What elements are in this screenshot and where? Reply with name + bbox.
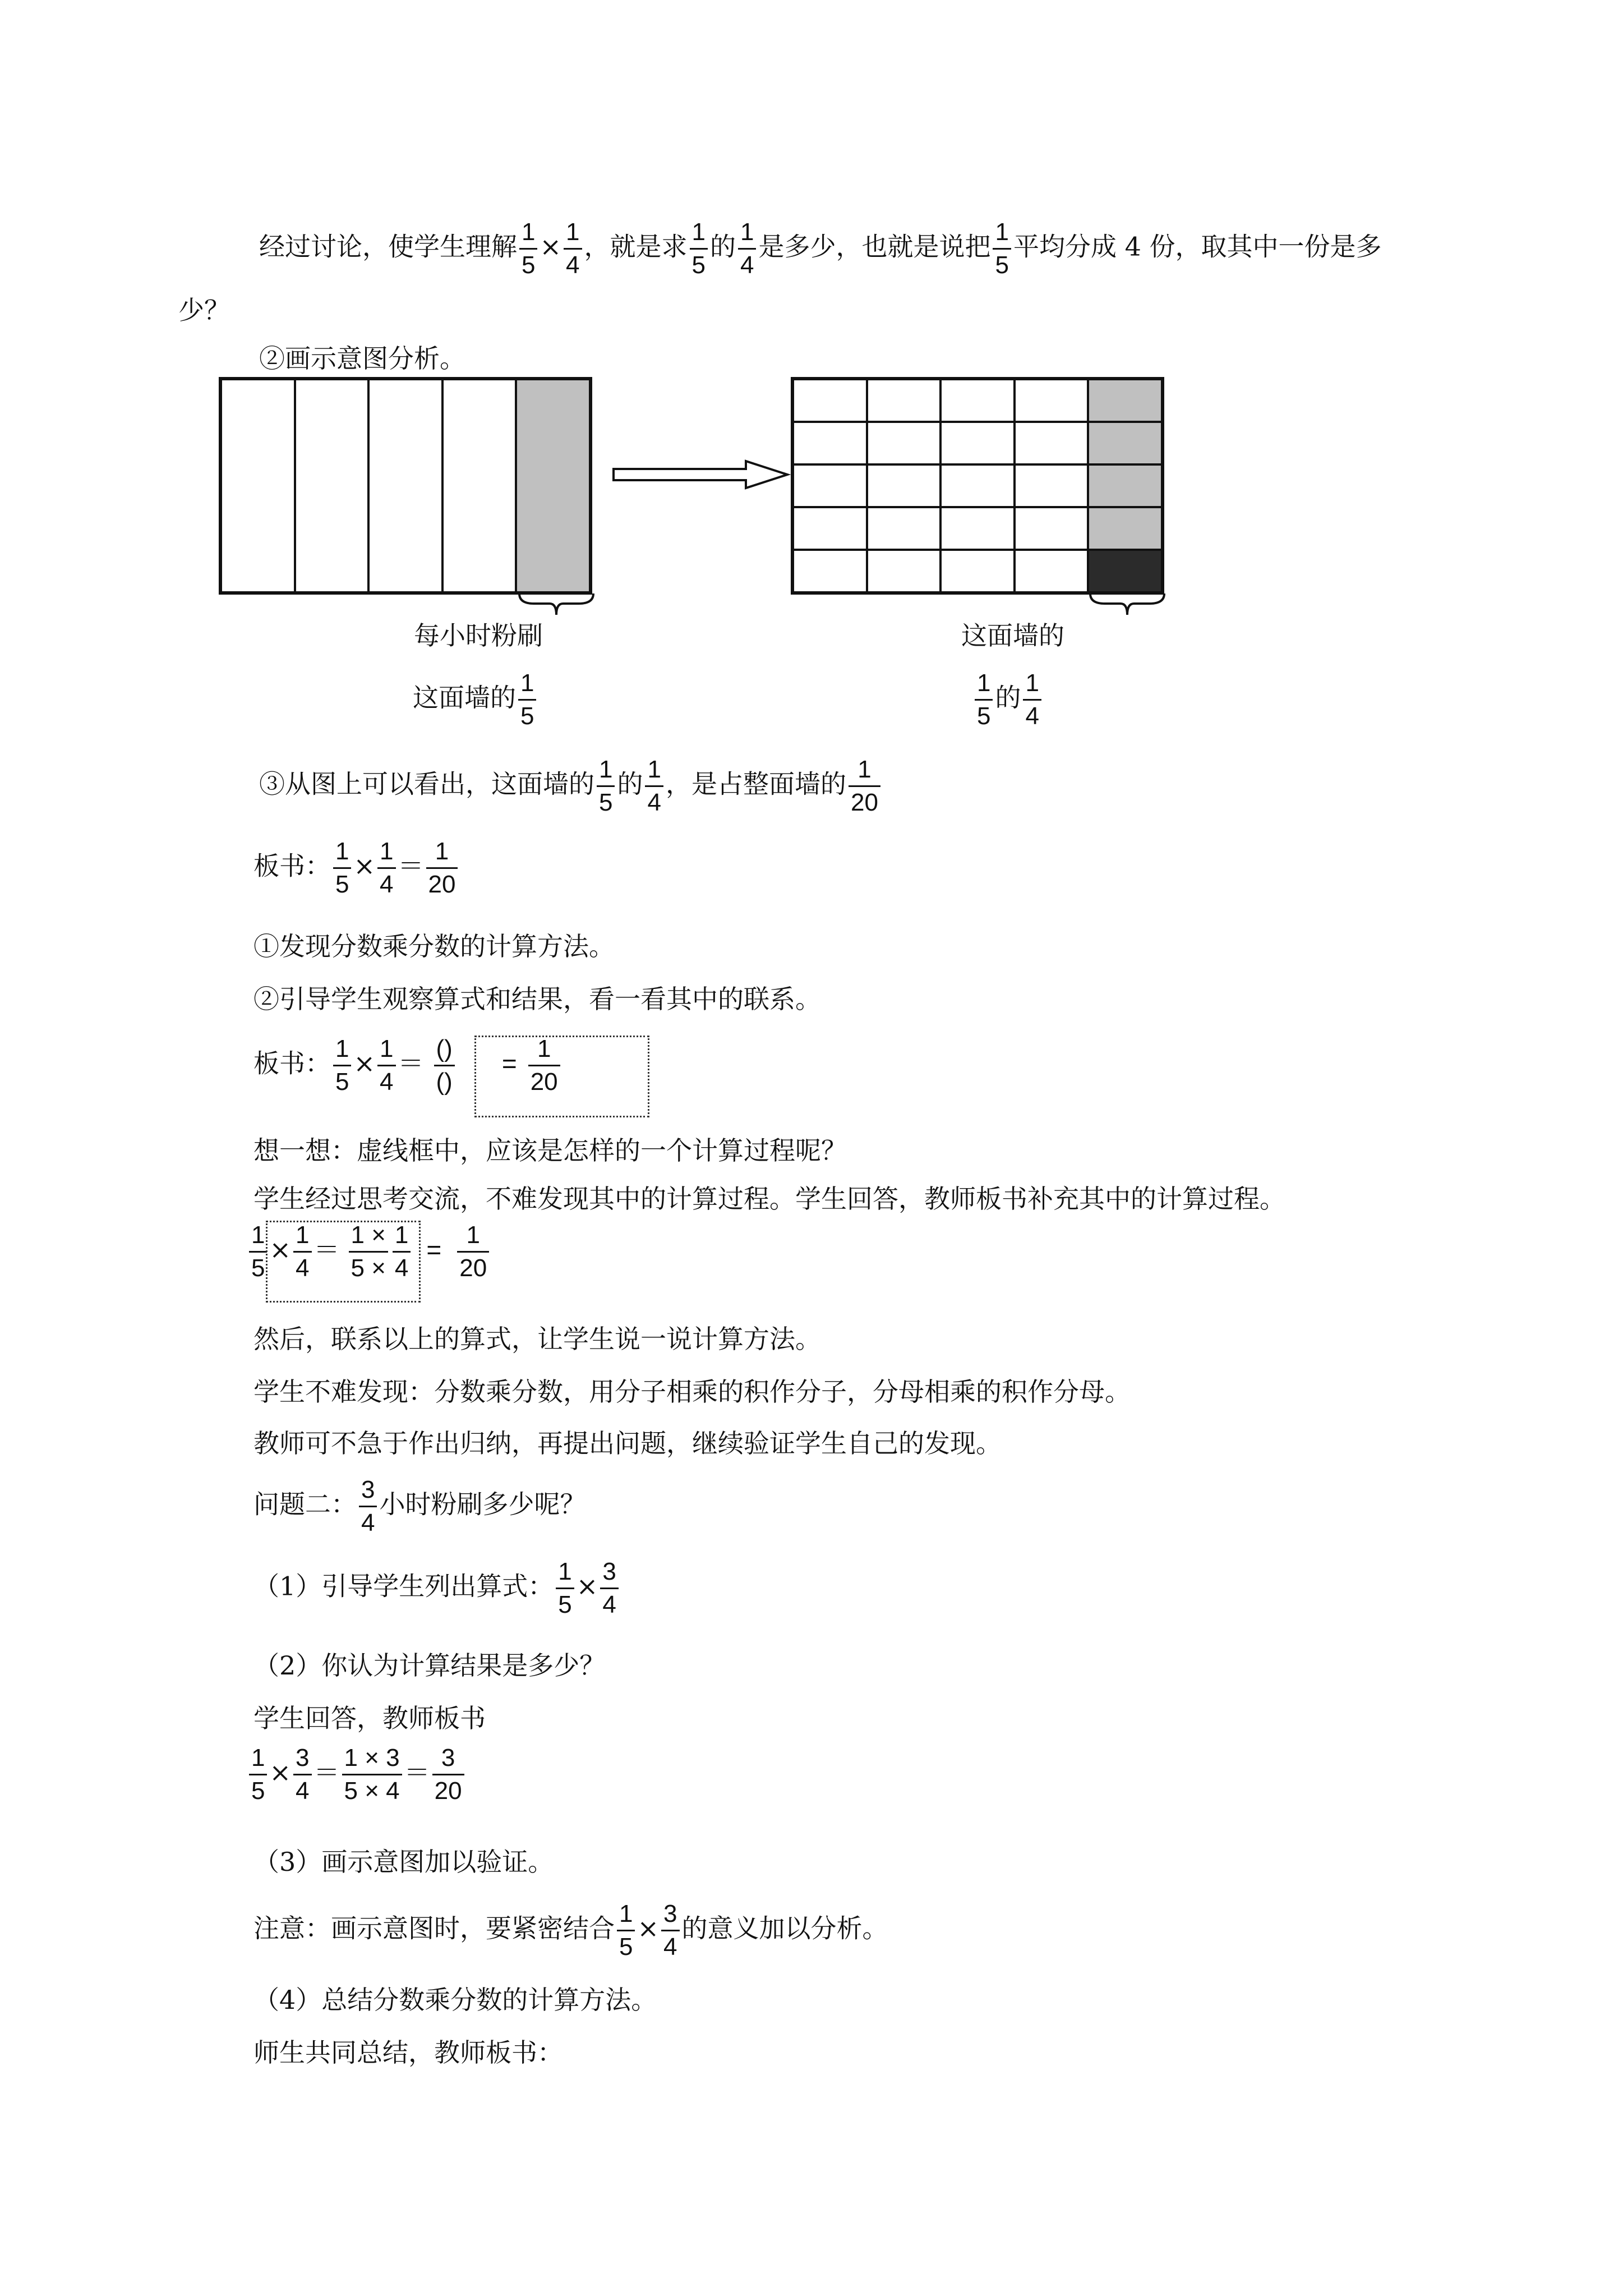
fraction-1-4: $\frac{1}{4}$ — [564, 220, 582, 278]
grid-cell — [940, 422, 1015, 464]
fraction-3-4: $\frac{3}{4}$ — [359, 1478, 377, 1535]
answer-line: 学生回答，教师板书 — [253, 1703, 486, 1733]
step-2-title: ②画示意图分析。 — [259, 343, 465, 374]
fraction-1-5: $\frac{1}{5}$ — [333, 1037, 351, 1094]
fraction-3-4: $\frac{3}{4}$ — [293, 1746, 311, 1803]
fraction-product-expression: $\frac{1 \times}{5 \times}$ — [349, 1223, 388, 1281]
grid-cell — [867, 550, 941, 592]
paragraph-understanding-wrap: 少？ — [178, 295, 230, 325]
fraction-1-5: $\frac{1}{5}$ — [975, 671, 993, 729]
right-wall-grid — [791, 377, 1164, 595]
dotted-box-blank — [474, 1036, 649, 1117]
paragraph-understanding: 经过讨论，使学生理解 $\frac{1}{5}$ × $\frac{1}{4}$ ，就是求 $\frac{1}{5}$ 的 $\frac{1}{4}$ 是多少，也就是说把 $\frac{1}{5}$ 平均分成 4 份，取其中一份是多 — [259, 218, 1382, 279]
fraction-3-4: $\frac{3}{4}$ — [661, 1902, 679, 1959]
grid-cell — [1015, 464, 1089, 507]
grid-shaded-cell — [1088, 422, 1162, 464]
fraction-1-20: $\frac{1}{20}$ — [849, 757, 880, 815]
fraction-1-5: $\frac{1}{5}$ — [617, 1902, 635, 1959]
board-equation-3: $\frac{1}{5}$ × $\frac{3}{4}$ ＝ $\frac{1 \times 3}{5 \times 4}$ ＝ $\frac{3}{20}$ — [247, 1746, 467, 1803]
fraction-1-5: $\frac{1}{5}$ — [519, 220, 537, 278]
fraction-1-4: $\frac{1}{4}$ — [393, 1223, 411, 1281]
step-3-observation: ③从图上可以看出，这面墙的 $\frac{1}{5}$ 的 $\frac{1}{4}$ ，是占整面墙的 $\frac{1}{20}$ — [259, 757, 883, 815]
step-s3: （3）画示意图加以验证。 — [253, 1847, 554, 1877]
fraction-1-5: $\frac{1}{5}$ — [690, 220, 708, 278]
grid-shaded-cell — [1088, 464, 1162, 507]
grid-cell — [1015, 379, 1089, 422]
left-wall-cell — [442, 379, 517, 592]
fraction-1-4: $\frac{1}{4}$ — [645, 757, 663, 815]
fraction-3-20: $\frac{3}{20}$ — [432, 1746, 464, 1803]
fraction-1-5: $\frac{1}{5}$ — [597, 757, 615, 815]
grid-cell — [940, 550, 1015, 592]
fraction-1-4: $\frac{1}{4}$ — [293, 1223, 311, 1281]
grid-cell — [867, 507, 941, 550]
item-2: ②引导学生观察算式和结果，看一看其中的联系。 — [253, 984, 821, 1014]
fraction-1-5: $\frac{1}{5}$ — [518, 671, 536, 729]
fraction-1-20: $\frac{1}{20}$ — [528, 1037, 560, 1094]
summary-line: 师生共同总结，教师板书： — [253, 2037, 563, 2068]
grid-cell — [793, 507, 867, 550]
grid-cell — [793, 422, 867, 464]
step-s1: （1）引导学生列出算式： $\frac{1}{5}$ × $\frac{3}{4}$ — [253, 1559, 621, 1617]
left-wall-rectangle — [219, 377, 592, 595]
fraction-1-4: $\frac{1}{4}$ — [377, 839, 395, 897]
fraction-1-4: $\frac{1}{4}$ — [1023, 671, 1041, 729]
fraction-1-5: $\frac{1}{5}$ — [993, 220, 1011, 278]
board-equation-2: 板书： $\frac{1}{5}$ × $\frac{1}{4}$ ＝ $\frac{()}{()}$ = $\frac{1}{20}$ — [253, 1037, 562, 1094]
left-wall-shaded-cell — [516, 379, 590, 592]
grid-dark-cell — [1088, 550, 1162, 592]
think-prompt: 想一想：虚线框中，应该是怎样的一个计算过程呢？ — [253, 1135, 847, 1166]
step-s2: （2）你认为计算结果是多少？ — [253, 1650, 606, 1681]
fraction-1-20: $\frac{1}{20}$ — [426, 839, 458, 897]
students-discuss: 学生经过思考交流，不难发现其中的计算过程。学生回答，教师板书补充其中的计算过程。 — [253, 1184, 1285, 1214]
step-s4: （4）总结分数乘分数的计算方法。 — [253, 1985, 657, 2015]
fraction-1-5: $\frac{1}{5}$ — [249, 1223, 267, 1281]
left-brace-icon — [517, 592, 596, 617]
grid-cell — [1015, 422, 1089, 464]
fraction-1-4: $\frac{1}{4}$ — [738, 220, 756, 278]
grid-cell — [867, 422, 941, 464]
dotted-box-process — [266, 1221, 421, 1303]
grid-cell — [940, 379, 1015, 422]
board-equation-1: 板书： $\frac{1}{5}$ × $\frac{1}{4}$ ＝ $\frac{1}{20}$ — [253, 839, 460, 897]
fraction-3-4: $\frac{3}{4}$ — [600, 1559, 618, 1617]
right-brace-icon — [1088, 592, 1166, 617]
then-paragraph: 然后，联系以上的算式，让学生说一说计算方法。 — [253, 1324, 821, 1354]
teacher-paragraph: 教师可不急于作出归纳，再提出问题，继续验证学生自己的发现。 — [253, 1428, 1002, 1458]
arrow-icon — [611, 459, 791, 490]
fraction-blank: $\frac{()}{()}$ — [434, 1037, 455, 1094]
grid-cell — [793, 379, 867, 422]
item-1: ①发现分数乘分数的计算方法。 — [253, 931, 615, 961]
note-line: 注意：画示意图时，要紧密结合 $\frac{1}{5}$ × $\frac{3}{4}$ 的意义加以分析。 — [253, 1900, 888, 1961]
grid-cell — [793, 464, 867, 507]
right-caption-line2: $\frac{1}{5}$ 的 $\frac{1}{4}$ — [972, 671, 1044, 729]
fraction-1-20: $\frac{1}{20}$ — [457, 1223, 489, 1281]
grid-cell — [940, 464, 1015, 507]
fraction-1-5: $\frac{1}{5}$ — [333, 839, 351, 897]
fraction-product-expression: $\frac{1 \times 3}{5 \times 4}$ — [342, 1746, 402, 1803]
question-2: 问题二： $\frac{3}{4}$ 小时粉刷多少呢？ — [253, 1476, 586, 1536]
left-wall-cell — [295, 379, 369, 592]
grid-cell — [867, 464, 941, 507]
left-wall-cell — [368, 379, 442, 592]
fraction-1-5: $\frac{1}{5}$ — [556, 1559, 574, 1617]
fraction-1-4: $\frac{1}{4}$ — [377, 1037, 395, 1094]
grid-shaded-cell — [1088, 379, 1162, 422]
right-caption-line1: 这面墙的 — [961, 620, 1064, 651]
grid-cell — [1015, 507, 1089, 550]
grid-cell — [1015, 550, 1089, 592]
grid-cell — [793, 550, 867, 592]
grid-cell — [940, 507, 1015, 550]
grid-cell — [867, 379, 941, 422]
grid-shaded-cell — [1088, 507, 1162, 550]
calc-process-equation: $\frac{1}{5}$ × $\frac{1}{4}$ ＝ $\frac{1 \times}{5 \times}$ $\frac{1}{4}$ = $\frac{1}{20}$ — [247, 1223, 491, 1281]
left-wall-cell — [221, 379, 295, 592]
left-caption-line1: 每小时粉刷 — [414, 620, 543, 651]
fraction-1-5: $\frac{1}{5}$ — [249, 1746, 267, 1803]
left-caption-line2: 这面墙的 $\frac{1}{5}$ — [413, 671, 538, 729]
discover-paragraph: 学生不难发现：分数乘分数，用分子相乘的积作分子，分母相乘的积作分母。 — [253, 1377, 1131, 1407]
